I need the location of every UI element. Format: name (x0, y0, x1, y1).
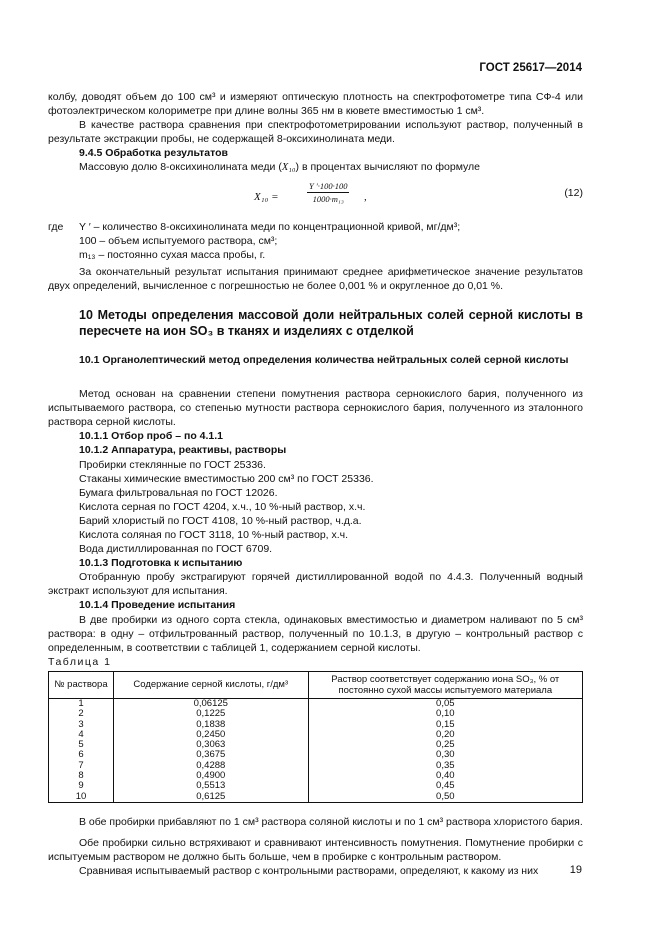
table-row (49, 709, 583, 719)
table-cell: 6 (49, 750, 114, 760)
formula-intro (48, 160, 583, 175)
formula-denominator: 1000·m₁₃ (312, 193, 344, 204)
subsection-title-text: 10.1.1 Отбор проб – по 4.1.1 (79, 430, 224, 443)
table-caption: Таблица 1 (48, 655, 112, 668)
paragraph-reference-solution: В качестве раствора сравнения при спектрофотометрировании используют раствор, полученный в результате экстракции пробы, не содержащей 8-оксихинолината меди. (48, 119, 583, 146)
table-cell: 0,6125 (113, 792, 308, 803)
table-cell: 8 (49, 771, 114, 781)
table-cell: 3 (49, 720, 114, 730)
table-cell: 0,1225 (113, 709, 308, 719)
table-cell: 5 (49, 740, 114, 750)
spacer (48, 367, 583, 387)
formula-numerator: Y ′·100·100 (309, 180, 348, 191)
material-item: Кислота соляная по ГОСТ 3118, 10 %-ный раствор, х.ч. (79, 528, 349, 541)
where-item: Y ′ – количество 8-оксихинолината меди по концентрационной кривой, мг/дм³; (79, 220, 461, 233)
table-cell: 0,40 (308, 771, 582, 781)
formula-12 (48, 176, 583, 220)
where-label: где (48, 220, 64, 233)
table-cell: 0,06125 (113, 698, 308, 709)
table-row (49, 781, 583, 791)
material-item: Барий хлористый по ГОСТ 4108, 10 %-ный раствор, ч.д.а. (79, 514, 362, 527)
table-row (49, 761, 583, 771)
table-cell: 0,45 (308, 781, 582, 791)
standard-header: ГОСТ 25617—2014 (479, 62, 582, 74)
material-item: Бумага фильтровальная по ГОСТ 12026. (79, 486, 278, 499)
table-cell: 0,5513 (113, 781, 308, 791)
table-header-cell: Содержание серной кислоты, г/дм³ (113, 671, 308, 698)
paragraph-add-reagents: В обе пробирки прибавляют по 1 см³ раствора соляной кислоты и по 1 см³ раствора хлористого бария. (79, 815, 583, 828)
subsection-title-text: 10.1.4 Проведение испытания (79, 599, 236, 612)
table-cell: 0,2450 (113, 730, 308, 740)
table-cell: 0,50 (308, 792, 582, 803)
table-cell: 0,30 (308, 750, 582, 760)
where-item: m₁₃ – постоянно сухая масса пробы, г. (79, 248, 266, 261)
table-header-cell: № раствора (49, 671, 114, 698)
paragraph-continuation: колбу, доводят объем до 100 см³ и измеряют оптическую плотность на спектрофотометре типа СФ-4 или фотоэлектрическом колориметре при длине волны 365 нм в кювете вместимостью 1 см³. (48, 91, 583, 118)
material-item: Кислота серная по ГОСТ 4204, х.ч., 10 %-ный раствор, х.ч. (79, 500, 366, 513)
material-item: Вода дистиллированная по ГОСТ 6709. (79, 543, 273, 556)
table-row (49, 730, 583, 740)
paragraph-final-result: За окончательный результат испытания принимают среднее арифметическое значение результатов двух определений, вычисленное с погрешностью не более 0,001 % и округленное до 0,01 %. (48, 265, 583, 292)
table-header-cell: Раствор соответствует содержанию иона SO₃, % от постоянно сухой массы испытуемого материала (308, 671, 582, 698)
formula-intro-after: ) в процентах вычисляют по формуле (295, 161, 481, 174)
subsection-9-4-5-title (48, 146, 583, 160)
table-header-row (49, 671, 583, 698)
subsection-10-1-3 (48, 556, 583, 570)
table-row (49, 720, 583, 730)
table-cell: 10 (49, 792, 114, 803)
paragraph-compare-controls: Сравнивая испытываемый раствор с контрольными растворами, определяют, к какому из них (79, 865, 539, 878)
variable-x10: X₁₀ (281, 162, 296, 174)
paragraph-preparation: Отобранную пробу экстрагируют горячей дистиллированной водой по 4.4.3. Полученный водный экстракт используют для испытания. (48, 571, 583, 598)
table-cell: 0,3675 (113, 750, 308, 760)
table-cell: 0,35 (308, 761, 582, 771)
table-cell: 4 (49, 730, 114, 740)
table-row (49, 740, 583, 750)
paragraph-procedure: В две пробирки из одного сорта стекла, одинаковых вместимостью и диаметром наливают по 5 см³ раствора: в одну – отфильтрованный раствор, полученный по 10.1.3, в другую – контрольный раствор с определенным, в соответствии с таблицей 1, содержанием серной кислоты. (48, 613, 583, 654)
where-line-2 (48, 234, 583, 248)
formula-lhs: X₁₀ = (254, 190, 279, 203)
paragraph-shake-compare: Обе пробирки сильно встряхивают и сравнивают интенсивность помутнения. Помутнение пробирки с испытуемым раствором не должно быть больше, чем в пробирке с контрольным раствором. (48, 836, 583, 864)
table-cell: 7 (49, 761, 114, 771)
formula-comma: , (364, 190, 367, 203)
section-10-1-title: 10.1 Органолептический метод определения количества нейтральных солей серной кислоты (79, 354, 569, 367)
subsection-10-1-2 (48, 443, 583, 457)
table-cell: 0,05 (308, 698, 582, 709)
table-cell: 1 (49, 698, 114, 709)
subsection-title-text: 9.4.5 Обработка результатов (79, 147, 228, 160)
table-row (49, 750, 583, 760)
subsection-title-text: 10.1.2 Аппаратура, реактивы, растворы (79, 444, 287, 457)
subsection-title-text: 10.1.3 Подготовка к испытанию (79, 557, 243, 570)
paragraph-method: Метод основан на сравнении степени помутнения раствора сернокислого бария, полученного из испытываемого раствора, со степенью мутности раствора сернокислого бария, полученного из эталонного раствора серной кислоты. (48, 388, 583, 429)
table-row (49, 698, 583, 709)
material-item: Стаканы химические вместимостью 200 см³ по ГОСТ 25336. (79, 472, 374, 485)
formula-intro-before: Массовую долю 8-оксихинолината меди ( (79, 161, 282, 174)
page-content (48, 90, 583, 878)
table-cell: 0,3063 (113, 740, 308, 750)
table-cell: 0,20 (308, 730, 582, 740)
table-row (49, 792, 583, 803)
section-10-title: 10 Методы определения массовой доли нейтральных солей серной кислоты в пересчете на ион SO₃ в тканях и изделиях с отделкой (79, 308, 583, 339)
subsection-10-1-1 (48, 429, 583, 443)
where-line-3 (48, 248, 583, 262)
subsection-10-1-4 (48, 598, 583, 612)
formula-fraction (307, 180, 349, 205)
table-cell: 2 (49, 709, 114, 719)
where-line-1 (48, 220, 583, 234)
table-cell: 0,4288 (113, 761, 308, 771)
table-cell: 0,25 (308, 740, 582, 750)
formula-number: (12) (564, 186, 583, 199)
table-cell: 0,1838 (113, 720, 308, 730)
table-row (49, 771, 583, 781)
table-1 (48, 671, 583, 803)
table-cell: 0,15 (308, 720, 582, 730)
table-cell: 0,10 (308, 709, 582, 719)
material-item: Пробирки стеклянные по ГОСТ 25336. (79, 458, 266, 471)
page-number: 19 (569, 864, 582, 876)
table-cell: 9 (49, 781, 114, 791)
table-cell: 0,4900 (113, 771, 308, 781)
where-item: 100 – объем испытуемого раствора, см³; (79, 234, 278, 247)
